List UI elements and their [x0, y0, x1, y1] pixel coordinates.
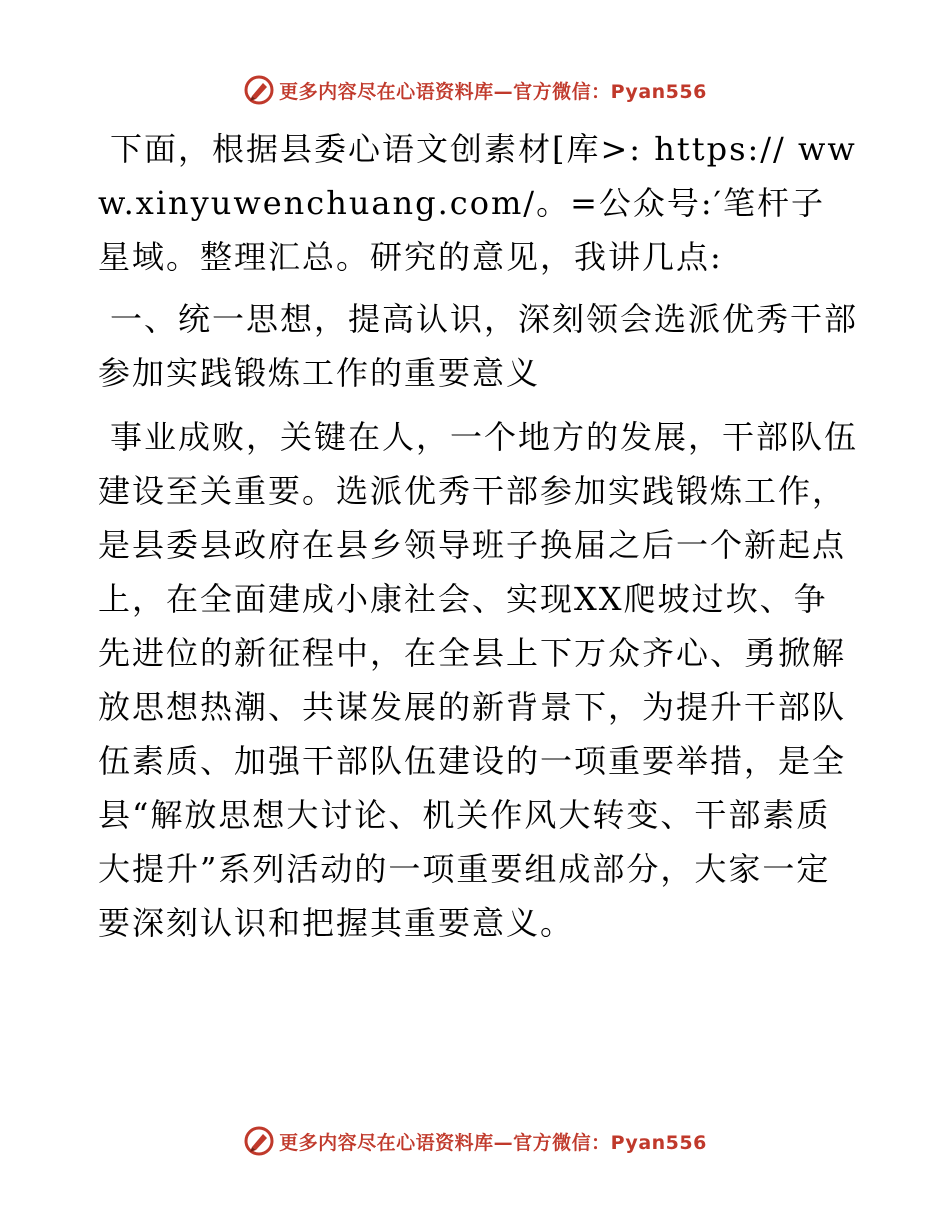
header-watermark-banner [0, 73, 950, 107]
intro-paragraph: 下面，根据县委心语文创素材[库>: https:// www.xinyuwenchuang.com/。=公众号:′笔杆子星域。整理汇总。研究的意见，我讲几点: [98, 130, 857, 276]
banner-text: 更多内容尽在心语资料库—官方微信：Pyan556 [279, 1131, 707, 1154]
document-body [98, 122, 858, 950]
footer-watermark-banner [0, 1124, 950, 1158]
pen-logo-icon [243, 74, 275, 106]
banner-text: 更多内容尽在心语资料库—官方微信：Pyan556 [279, 80, 707, 103]
body-paragraph: 事业成败，关键在人，一个地方的发展，干部队伍建设至关重要。选派优秀干部参加实践锻炼工作，是县委县政府在县乡领导班子换届之后一个新起点上，在全面建成小康社会、实现XX爬坡过坎、争先进位的新征程中，在全县上下万众齐心、勇掀解放思想热潮、共谋发展的新背景下，为提升干部队伍素质、加强干部队伍建设的一项重要举措，是全县“解放思想大讨论、机关作风大转变、干部素质大提升”系列活动的一项重要组成部分，大家一定要深刻认识和把握其重要意义。 [98, 418, 859, 942]
section-heading: 一、统一思想，提高认识，深刻领会选派优秀干部参加实践锻炼工作的重要意义 [98, 300, 859, 392]
pen-logo-icon [243, 1125, 275, 1157]
